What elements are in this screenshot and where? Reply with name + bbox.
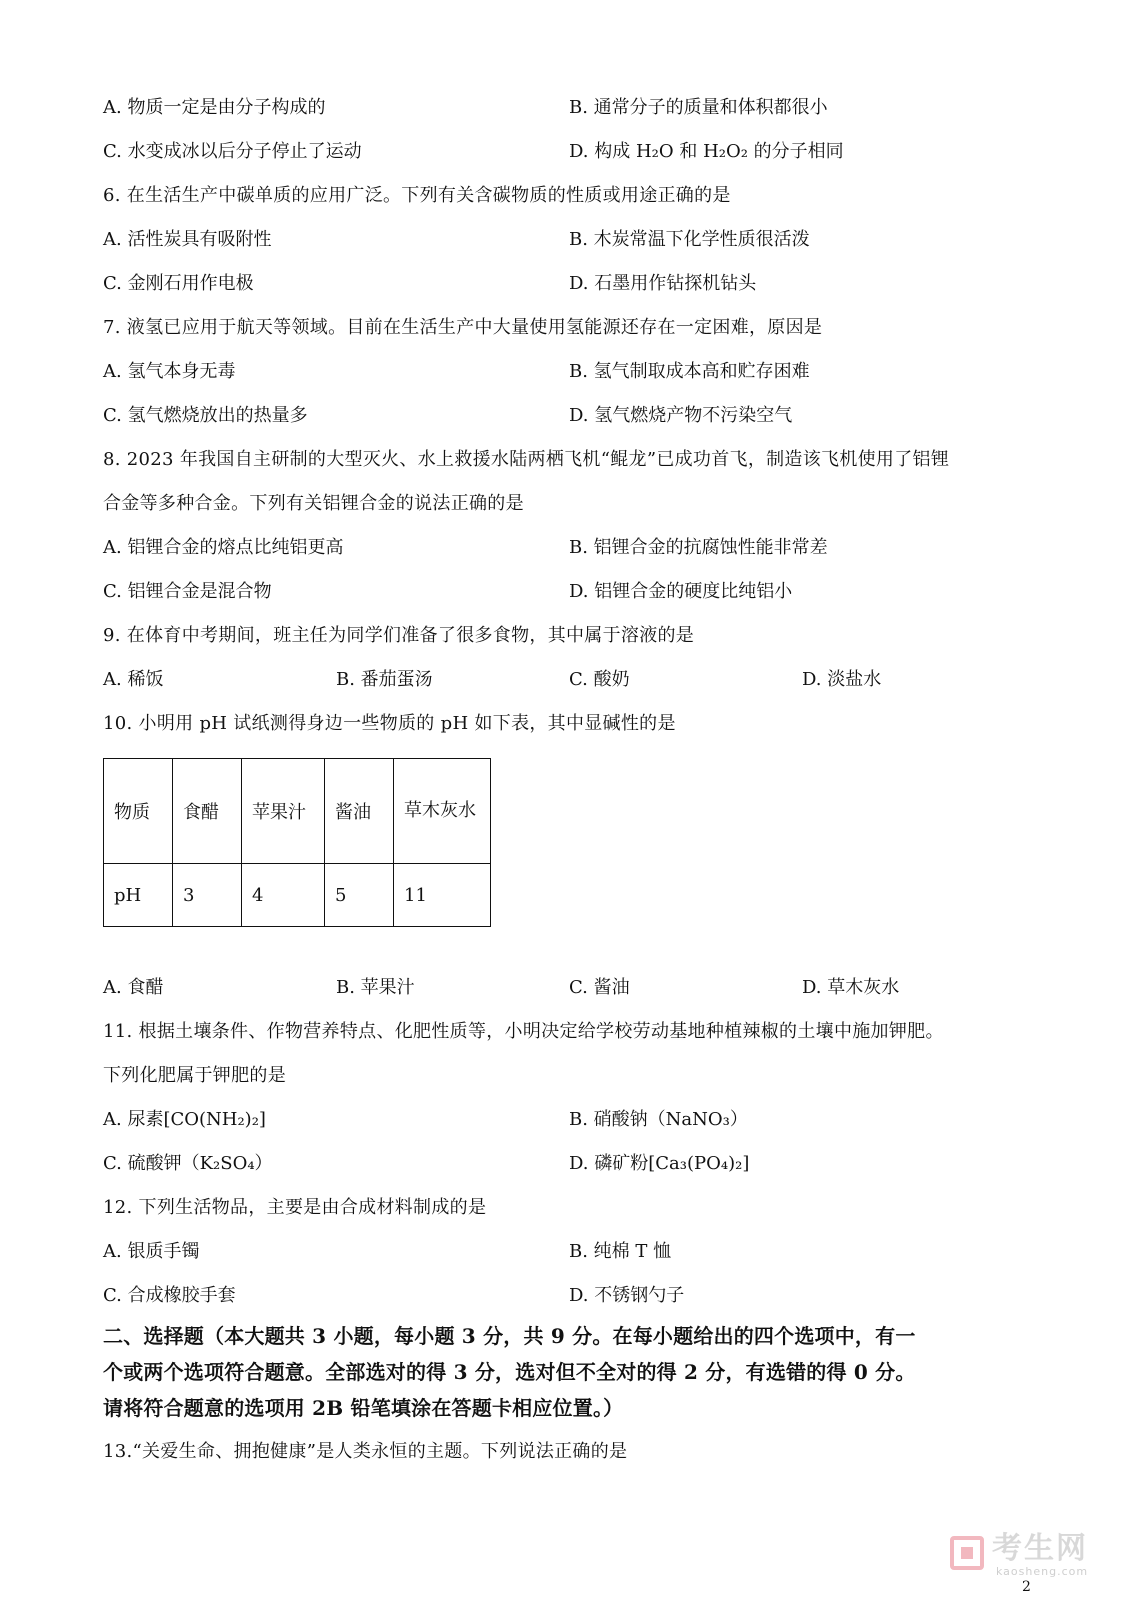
q11-stem-line2: 下列化肥属于钾肥的是 <box>103 1065 286 1086</box>
q6-option-b: B. 木炭常温下化学性质很活泼 <box>569 229 810 250</box>
q6-stem: 6. 在生活生产中碳单质的应用广泛。下列有关含碳物质的性质或用途正确的是 <box>103 185 731 206</box>
ph-table-cell: 11 <box>394 864 491 927</box>
q5-option-b: B. 通常分子的质量和体积都很小 <box>569 97 828 118</box>
q11-stem-line1: 11. 根据土壤条件、作物营养特点、化肥性质等，小明决定给学校劳动基地种植辣椒的土壤中施加钾肥。 <box>103 1021 944 1042</box>
q8-option-b: B. 铝锂合金的抗腐蚀性能非常差 <box>569 537 828 558</box>
q11-option-d: D. 磷矿粉[Ca₃(PO₄)₂] <box>569 1153 750 1174</box>
q10-option-c: C. 酱油 <box>569 977 630 998</box>
logo-url: kaosheng.com <box>996 1565 1089 1578</box>
logo-name: 考生网 <box>992 1531 1088 1566</box>
q10-option-b: B. 苹果汁 <box>336 977 415 998</box>
q12-option-b: B. 纯棉 T 恤 <box>569 1241 672 1262</box>
q12-option-d: D. 不锈钢勺子 <box>569 1285 685 1306</box>
q7-option-d: D. 氢气燃烧产物不污染空气 <box>569 405 793 426</box>
ph-table-cell: 5 <box>325 864 394 927</box>
q11-option-a: A. 尿素[CO(NH₂)₂] <box>103 1109 266 1130</box>
q7-option-a: A. 氢气本身无毒 <box>103 361 236 382</box>
ph-table-header-row <box>104 759 491 864</box>
q9-stem: 9. 在体育中考期间，班主任为同学们准备了很多食物，其中属于溶液的是 <box>103 625 695 646</box>
q8-stem-line1: 8. 2023 年我国自主研制的大型灭火、水上救援水陆两栖飞机“鲲龙”已成功首飞，制造该飞机使用了铝锂 <box>103 449 950 470</box>
section2-line2: 个或两个选项符合题意。全部选对的得 3 分，选对但不全对的得 2 分，有选错的得 0 分。 <box>103 1360 916 1384</box>
q12-stem: 12. 下列生活物品，主要是由合成材料制成的是 <box>103 1197 487 1218</box>
q9-option-a: A. 稀饭 <box>103 669 164 690</box>
q8-option-a: A. 铝锂合金的熔点比纯铝更高 <box>103 537 344 558</box>
ph-table-value-row <box>104 864 491 927</box>
q6-option-d: D. 石墨用作钻探机钻头 <box>569 273 757 294</box>
q7-option-b: B. 氢气制取成本高和贮存困难 <box>569 361 810 382</box>
watermark-logo <box>950 1532 1110 1580</box>
q9-option-c: C. 酸奶 <box>569 669 630 690</box>
section2-instructions <box>103 1318 1033 1426</box>
section2-line3: 请将符合题意的选项用 2B 铅笔填涂在答题卡相应位置。） <box>103 1396 624 1420</box>
ph-table-cell: 食醋 <box>173 759 242 864</box>
logo-icon <box>950 1536 984 1570</box>
q8-option-d: D. 铝锂合金的硬度比纯铝小 <box>569 581 793 602</box>
q5-option-c: C. 水变成冰以后分子停止了运动 <box>103 141 362 162</box>
section2-line1: 二、选择题（本大题共 3 小题，每小题 3 分，共 9 分。在每小题给出的四个选项中，有一 <box>103 1324 916 1348</box>
q10-option-a: A. 食醋 <box>103 977 164 998</box>
ph-table-cell: 酱油 <box>325 759 394 864</box>
ph-table-cell: 4 <box>242 864 325 927</box>
q12-option-a: A. 银质手镯 <box>103 1241 200 1262</box>
q10-option-d: D. 草木灰水 <box>802 977 900 998</box>
ph-table-cell: 物质 <box>104 759 173 864</box>
page-number: 2 <box>1022 1579 1031 1595</box>
q8-option-c: C. 铝锂合金是混合物 <box>103 581 272 602</box>
ph-table <box>103 758 491 927</box>
q6-option-a: A. 活性炭具有吸附性 <box>103 229 272 250</box>
ph-table-cell: 3 <box>173 864 242 927</box>
q11-option-c: C. 硫酸钾（K₂SO₄） <box>103 1153 273 1174</box>
q12-option-c: C. 合成橡胶手套 <box>103 1285 236 1306</box>
q5-option-d: D. 构成 H₂O 和 H₂O₂ 的分子相同 <box>569 141 844 162</box>
q8-stem-line2: 合金等多种合金。下列有关铝锂合金的说法正确的是 <box>103 493 524 514</box>
ph-table-cell: 草木灰水 <box>394 759 491 864</box>
q9-option-b: B. 番茄蛋汤 <box>336 669 433 690</box>
q11-option-b: B. 硝酸钠（NaNO₃） <box>569 1109 748 1130</box>
q5-option-a: A. 物质一定是由分子构成的 <box>103 97 326 118</box>
q9-option-d: D. 淡盐水 <box>802 669 882 690</box>
q13-stem: 13.“关爱生命、拥抱健康”是人类永恒的主题。下列说法正确的是 <box>103 1441 628 1462</box>
q7-stem: 7. 液氢已应用于航天等领域。目前在生活生产中大量使用氢能源还存在一定困难，原因是 <box>103 317 823 338</box>
q10-stem: 10. 小明用 pH 试纸测得身边一些物质的 pH 如下表，其中显碱性的是 <box>103 713 676 734</box>
q6-option-c: C. 金刚石用作电极 <box>103 273 254 294</box>
ph-table-cell: 苹果汁 <box>242 759 325 864</box>
q7-option-c: C. 氢气燃烧放出的热量多 <box>103 405 308 426</box>
ph-table-cell: pH <box>104 864 173 927</box>
